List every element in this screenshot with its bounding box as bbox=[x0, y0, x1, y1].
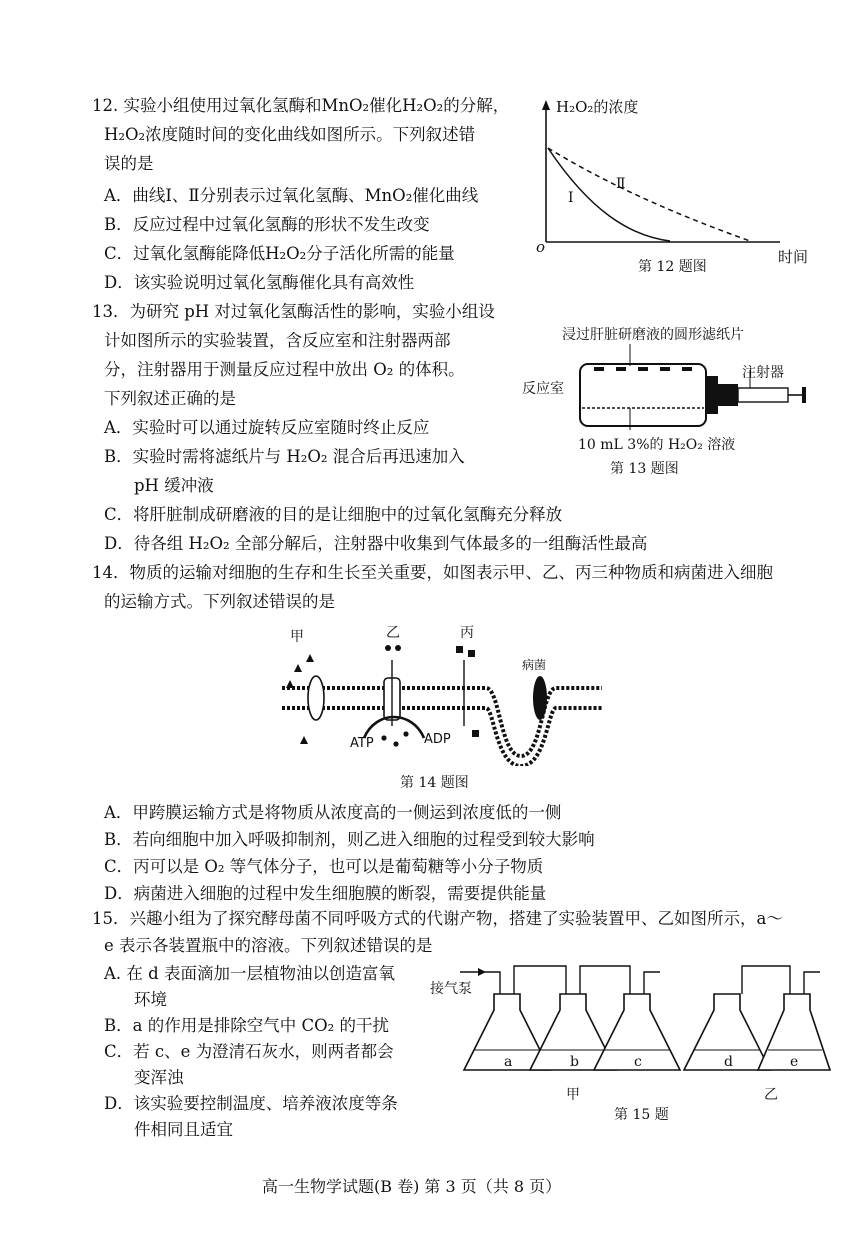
figure-14-bacteria-label: 病菌 bbox=[522, 658, 547, 672]
figure-13-left-label: 反应室 bbox=[522, 381, 564, 397]
yi-particle bbox=[381, 735, 386, 740]
q14-option-b: B．若向细胞中加入呼吸抑制剂，则乙进入细胞的过程受到较大影响 bbox=[104, 830, 595, 849]
q14-stem-line-1: 14．物质的运输对细胞的生存和生长至关重要，如图表示甲、乙、丙三种物质和病菌进入细胞 bbox=[92, 563, 773, 582]
figure-13 bbox=[520, 327, 830, 480]
q13-stem-line-1: 13．为研究 pH 对过氧化氢酶活性的影响，实验小组设 bbox=[92, 302, 495, 321]
figure-14-bing-label: 丙 bbox=[460, 625, 474, 641]
tube bbox=[580, 966, 630, 994]
q15-option-a-cont: 环境 bbox=[134, 990, 167, 1009]
q13-option-b: B．实验时需将滤纸片与 H₂O₂ 混合后再迅速加入 bbox=[104, 447, 465, 466]
carrier-protein-jia bbox=[308, 676, 324, 720]
bing-particle bbox=[472, 730, 479, 737]
reaction-chamber bbox=[580, 364, 706, 426]
q12-stem-line-1: 12. 实验小组使用过氧化氢酶和MnO₂催化H₂O₂的分解， bbox=[92, 96, 510, 115]
figure-13-bottom-label: 10 mL 3%的 H₂O₂ 溶液 bbox=[578, 437, 736, 453]
yi-particle bbox=[385, 645, 391, 651]
yi-particle bbox=[395, 645, 401, 651]
q15-stem-line-1: 15．兴趣小组为了探究酵母菌不同呼吸方式的代谢产物，搭建了实验装置甲、乙如图所示，a～ bbox=[92, 909, 783, 928]
flask-a-label: a bbox=[504, 1054, 513, 1070]
jia-particle bbox=[286, 680, 294, 688]
figure-12-origin: o bbox=[536, 238, 546, 256]
q13-stem-line-4: 下列叙述正确的是 bbox=[104, 389, 236, 408]
figure-14 bbox=[276, 626, 606, 796]
q14-option-d: D．病菌进入细胞的过程中发生细胞膜的断裂，需要提供能量 bbox=[104, 884, 547, 903]
figure-12-xlabel: 时间 bbox=[778, 248, 809, 266]
bing-particle bbox=[468, 650, 475, 657]
y-axis-arrow bbox=[542, 100, 550, 110]
figure-13-top-label: 浸过肝脏研磨液的圆形滤纸片 bbox=[562, 327, 744, 343]
flask-d-label: d bbox=[724, 1054, 733, 1070]
yi-particle bbox=[403, 731, 408, 736]
figure-12-curve-2-label: Ⅱ bbox=[616, 176, 626, 192]
q14-option-a: A．甲跨膜运输方式是将物质从浓度高的一侧运到浓度低的一侧 bbox=[104, 803, 562, 822]
q15-stem-line-2: e 表示各装置瓶中的溶液。下列叙述错误的是 bbox=[104, 936, 433, 955]
tube bbox=[742, 966, 790, 994]
q15-option-d-cont: 件相同且适宜 bbox=[134, 1120, 233, 1139]
figure-15-caption: 第 15 题 bbox=[614, 1107, 669, 1123]
q13-option-d: D．待各组 H₂O₂ 全部分解后，注射器中收集到气体最多的一组酶活性最高 bbox=[104, 534, 648, 553]
q14-option-c: C．丙可以是 O₂ 等气体分子，也可以是葡萄糖等小分子物质 bbox=[104, 857, 544, 876]
curve-2 bbox=[548, 148, 750, 241]
tube bbox=[484, 972, 500, 994]
filter-paper bbox=[616, 367, 626, 371]
figure-15-set2-label: 乙 bbox=[764, 1087, 778, 1103]
jia-particle bbox=[294, 664, 302, 672]
yi-particle bbox=[393, 741, 398, 746]
curve-1 bbox=[548, 148, 670, 241]
q15-option-c-cont: 变浑浊 bbox=[134, 1068, 184, 1087]
figure-12-caption: 第 12 题图 bbox=[638, 259, 707, 275]
page-footer: 高一生物学试题(B 卷) 第 3 页（共 8 页） bbox=[262, 1177, 562, 1196]
q12-option-a: A．曲线Ⅰ、Ⅱ分别表示过氧化氢酶、MnO₂催化曲线 bbox=[104, 186, 479, 205]
figure-12-curve-1-label: Ⅰ bbox=[568, 190, 574, 206]
q13-option-c: C．将肝脏制成研磨液的目的是让细胞中的过氧化氢酶充分释放 bbox=[104, 505, 563, 524]
q13-stem-line-2: 计如图所示的实验装置，含反应室和注射器两部 bbox=[104, 331, 451, 350]
flask-b-label: b bbox=[570, 1054, 579, 1070]
filter-paper bbox=[594, 367, 604, 371]
jia-particle bbox=[300, 736, 308, 744]
bacterium bbox=[533, 676, 547, 720]
figure-14-adp-label: ADP bbox=[424, 732, 451, 747]
filter-paper bbox=[682, 367, 692, 371]
q12-option-b: B．反应过程中过氧化氢酶的形状不发生改变 bbox=[104, 215, 430, 234]
connector bbox=[718, 384, 738, 406]
figure-12 bbox=[520, 96, 820, 276]
tube bbox=[644, 972, 660, 994]
figure-13-right-label: 注射器 bbox=[742, 365, 784, 381]
q12-option-c: C．过氧化氢酶能降低H₂O₂分子活化所需的能量 bbox=[104, 244, 455, 263]
figure-14-caption: 第 14 题图 bbox=[400, 775, 469, 791]
filter-paper bbox=[638, 367, 648, 371]
q15-option-a: A. 在 d 表面滴加一层植物油以创造富氧 bbox=[104, 964, 395, 983]
q12-stem-line-2: H₂O₂浓度随时间的变化曲线如图所示。下列叙述错 bbox=[104, 125, 476, 144]
q13-option-a: A．实验时可以通过旋转反应室随时终止反应 bbox=[104, 418, 430, 437]
q13-stem-line-3: 分，注射器用于测量反应过程中放出 O₂ 的体积。 bbox=[104, 360, 465, 379]
figure-14-yi-label: 乙 bbox=[386, 625, 400, 641]
q12-stem-line-3: 误的是 bbox=[104, 154, 154, 173]
flask-e-label: e bbox=[790, 1054, 799, 1070]
syringe-handle bbox=[802, 387, 806, 403]
figure-14-atp-label: ATP bbox=[350, 736, 374, 751]
flask-c-label: c bbox=[634, 1054, 642, 1070]
figure-12-ylabel: H₂O₂的浓度 bbox=[556, 98, 639, 116]
q15-option-c: C．若 c、e 为澄清石灰水，则两者都会 bbox=[104, 1042, 394, 1061]
tube bbox=[804, 972, 820, 994]
figure-15-set1-label: 甲 bbox=[566, 1087, 580, 1103]
filter-paper bbox=[660, 367, 670, 371]
q15-option-b: B．a 的作用是排除空气中 CO₂ 的干扰 bbox=[104, 1016, 389, 1035]
q15-option-d: D．该实验要控制温度、培养液浓度等条 bbox=[104, 1094, 398, 1113]
tube bbox=[514, 966, 566, 994]
syringe-barrel bbox=[738, 388, 788, 402]
figure-15 bbox=[424, 958, 834, 1128]
figure-12-graph bbox=[520, 96, 820, 276]
figure-15-pump-label: 接气泵 bbox=[430, 981, 472, 997]
q12-option-d: D．该实验说明过氧化氢酶催化具有高效性 bbox=[104, 273, 415, 292]
q14-stem-line-2: 的运输方式。下列叙述错误的是 bbox=[104, 592, 335, 611]
bing-particle bbox=[456, 646, 463, 653]
jia-particle bbox=[306, 654, 314, 662]
figure-15-apparatus bbox=[424, 958, 834, 1088]
q13-option-b-cont: pH 缓冲液 bbox=[134, 476, 214, 495]
figure-13-caption: 第 13 题图 bbox=[610, 461, 679, 477]
figure-14-jia-label: 甲 bbox=[290, 629, 304, 645]
stopper bbox=[706, 376, 718, 414]
